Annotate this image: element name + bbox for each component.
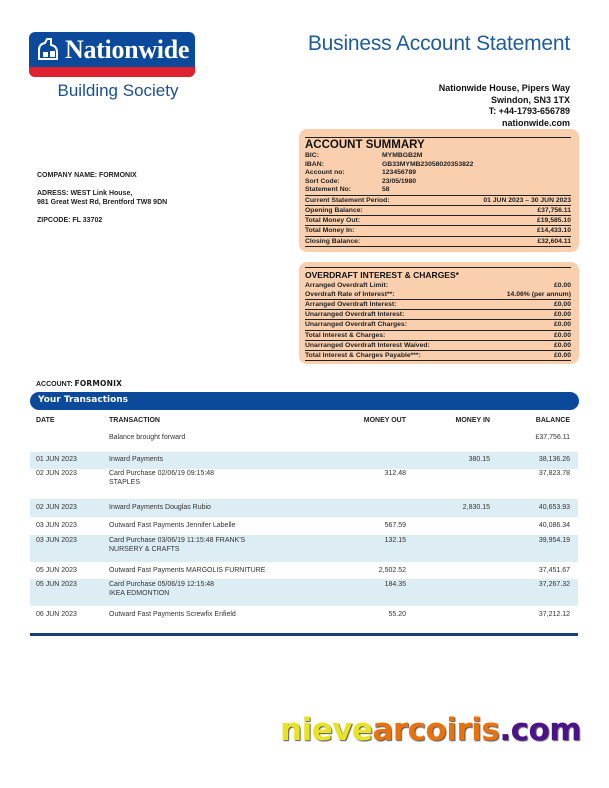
overdraft-row-unarranged-charges [305, 319, 571, 329]
col-money-out: MONEY OUT [363, 417, 406, 424]
detail-label: Statement No: [305, 186, 352, 193]
cell-transaction [109, 581, 214, 598]
table-header [30, 412, 578, 430]
overdraft-row-limit [305, 281, 571, 290]
logo-banner [29, 32, 195, 77]
bank-website: nationwide.com [501, 117, 570, 128]
row-value: £0.00 [553, 341, 571, 349]
transaction-line-2: NURSERY & CRAFTS [109, 545, 180, 553]
row-value: £0.00 [553, 311, 571, 319]
col-balance: BALANCE [535, 417, 570, 424]
cell-balance: 40,086.34 [538, 522, 570, 529]
cell-money-out: 312.48 [384, 470, 406, 477]
overdraft-row-unarranged-interest [305, 309, 571, 319]
col-money-in: MONEY IN [455, 417, 490, 424]
summary-detail-statement-no [305, 186, 571, 195]
detail-value: GB33MYMB23058020353822 [382, 160, 474, 168]
cell-money-out: 184.35 [384, 581, 406, 588]
summary-detail-account-no [305, 169, 571, 178]
cell-date: 03 JUN 2023 [36, 522, 77, 529]
table-row [30, 517, 578, 535]
row-label: Opening Balance: [305, 206, 363, 214]
table-row [30, 535, 578, 562]
transaction-line-1: Card Purchase 03/06/19 11:15:48 FRANK'S [109, 537, 246, 544]
row-label: Arranged Overdraft Limit: [305, 282, 389, 289]
cell-balance: 37,451.67 [538, 567, 570, 574]
cell-balance: 37,823.78 [538, 470, 570, 477]
cell-money-out: 55.20 [388, 611, 406, 618]
transaction-line-2: IKEA EDMONTION [109, 589, 170, 597]
row-value: £19,585.10 [536, 217, 571, 225]
address-line-1: ADRESS: WEST Link House, [37, 190, 133, 197]
nationwide-logo [29, 32, 195, 101]
transaction-line-1: Card Purchase 05/06/19 12:15:48 [109, 581, 215, 588]
row-label: Overdraft Rate of Interest**: [305, 291, 395, 298]
detail-value: 23/05/1980 [382, 177, 417, 185]
cell-money-in: 2,830.15 [462, 504, 490, 511]
watermark-part-3: .com [499, 712, 582, 748]
cell-transaction: Outward Fast Payments MARGOLIS FURNITURE [109, 567, 266, 574]
col-date: DATE [36, 417, 55, 424]
cell-balance: £37,756.11 [535, 434, 570, 441]
overdraft-row-total-interest [305, 330, 571, 340]
company-name: COMPANY NAME: FORMONIX [37, 172, 137, 179]
detail-value: 123456789 [382, 169, 417, 176]
row-label: Unarranged Overdraft Interest: [305, 311, 405, 319]
customer-details [37, 171, 167, 234]
row-value: £32,604.11 [537, 237, 571, 245]
transaction-line-2: STAPLES [109, 478, 140, 486]
cell-date: 05 JUN 2023 [36, 581, 77, 588]
row-label: Arranged Overdraft Interest: [305, 301, 397, 308]
summary-detail-iban [305, 161, 571, 170]
detail-value: 58 [382, 186, 390, 193]
summary-detail-bic [305, 152, 571, 161]
row-label: Unarranged Overdraft Charges: [305, 321, 407, 329]
detail-label: IBAN: [305, 160, 324, 168]
row-value: £0.00 [553, 301, 571, 308]
watermark-part-1: nieve [280, 712, 373, 748]
cell-balance: 38,136.26 [538, 456, 570, 463]
cell-transaction: Inward Payments Douglas Rubio [109, 504, 211, 511]
detail-label: Sort Code: [305, 177, 340, 185]
table-bottom-rule [30, 633, 578, 636]
logo-red-stripe [29, 67, 195, 77]
table-row [30, 562, 578, 579]
cell-date: 02 JUN 2023 [36, 504, 77, 511]
row-value: 14.06% (per annum) [506, 291, 571, 298]
account-label-prefix: ACCOUNT: [36, 381, 75, 388]
bank-phone: T: +44-1793-656789 [488, 106, 570, 116]
table-row [30, 499, 578, 517]
summary-row-money-in [305, 225, 571, 235]
row-value: 01 JUN 2023 – 30 JUN 2023 [483, 196, 571, 204]
cell-transaction [109, 537, 245, 554]
logo-subtitle: Building Society [57, 81, 179, 100]
statement-title: Business Account Statement [307, 32, 570, 55]
cell-money-out: 132.15 [384, 537, 406, 544]
account-name: FORMONIX [74, 379, 123, 388]
cell-transaction: Outward Fast Payments Screwfix Enfield [109, 611, 236, 618]
account-summary-heading: ACCOUNT SUMMARY [305, 137, 571, 152]
row-value: £0.00 [553, 331, 571, 339]
transactions-banner [30, 392, 579, 410]
cell-date: 03 JUN 2023 [36, 537, 77, 544]
company-address [37, 189, 167, 207]
overdraft-box [299, 262, 579, 364]
row-value: £37,756.11 [537, 206, 571, 214]
cell-transaction [109, 470, 214, 487]
cell-date: 02 JUN 2023 [36, 470, 77, 477]
detail-value: MYMBGB2M [382, 152, 423, 159]
overdraft-row-interest-waived [305, 340, 571, 350]
cell-date: 01 JUN 2023 [36, 456, 77, 463]
cell-balance: 37,267.32 [538, 581, 570, 588]
table-row [30, 579, 578, 606]
cell-balance: 37,212.12 [538, 611, 570, 618]
detail-label: Account no: [305, 169, 345, 176]
row-label: Total Interest & Charges: [305, 331, 386, 339]
table-row [30, 469, 578, 499]
col-transaction: TRANSACTION [109, 417, 160, 424]
summary-row-money-out [305, 215, 571, 225]
company-zipcode: ZIPCODE: FL 33702 [37, 217, 103, 224]
overdraft-heading: OVERDRAFT INTEREST & CHARGES* [305, 267, 571, 281]
cell-transaction: Outward Fast Payments Jennifer Labelle [109, 522, 236, 529]
address-line-2: 981 Great West Rd, Brentford TW8 9DN [37, 199, 168, 206]
overdraft-row-arranged-interest [305, 299, 571, 309]
account-summary-box [299, 129, 579, 252]
detail-label: BIC: [305, 152, 319, 159]
table-row [30, 606, 578, 626]
cell-money-in: 380.15 [468, 456, 490, 463]
row-value: £14,433.10 [536, 227, 571, 235]
transaction-line-1: Card Purchase 02/06/19 09:15:48 [109, 470, 215, 477]
cell-money-out: 567.59 [384, 522, 406, 529]
summary-detail-sort-code [305, 178, 571, 187]
bank-address-line: Nationwide House, Pipers Way [438, 83, 570, 93]
cell-money-out: 2,502.52 [378, 567, 406, 574]
cell-transaction: Balance brought forward [109, 434, 186, 441]
logo-name: Nationwide [65, 35, 190, 64]
cell-transaction: Inward Payments [109, 456, 164, 463]
summary-row-closing-balance [305, 236, 571, 247]
row-label: Unarranged Overdraft Interest Waived: [305, 341, 430, 349]
row-label: Total Money In: [305, 227, 355, 235]
watermark-part-2: arcoiris [372, 712, 500, 748]
cell-balance: 39,954.19 [538, 537, 570, 544]
summary-row-period [305, 195, 571, 205]
bank-address-line: Swindon, SN3 1TX [490, 94, 570, 105]
bank-address [439, 83, 570, 129]
row-value: £0.00 [553, 321, 571, 329]
overdraft-row-rate [305, 290, 571, 299]
cell-balance: 40,653.93 [538, 504, 570, 511]
watermark-text [280, 712, 581, 748]
row-value: £0.00 [553, 282, 571, 289]
row-label: Closing Balance: [305, 237, 361, 245]
transactions-heading: Your Transactions [38, 395, 129, 405]
transactions-table [30, 412, 578, 626]
cell-date: 06 JUN 2023 [36, 611, 77, 618]
cell-date: 05 JUN 2023 [36, 567, 77, 574]
row-label: Total Interest & Charges Payable***: [305, 352, 421, 360]
account-label [36, 379, 122, 388]
row-value: £0.00 [553, 352, 571, 360]
overdraft-row-total-payable [305, 350, 571, 361]
table-row [30, 430, 578, 452]
table-row [30, 452, 578, 469]
building-emblem-icon [35, 37, 63, 63]
summary-row-opening-balance [305, 205, 571, 215]
row-label: Total Money Out: [305, 217, 360, 225]
row-label: Current Statement Period: [305, 196, 390, 204]
